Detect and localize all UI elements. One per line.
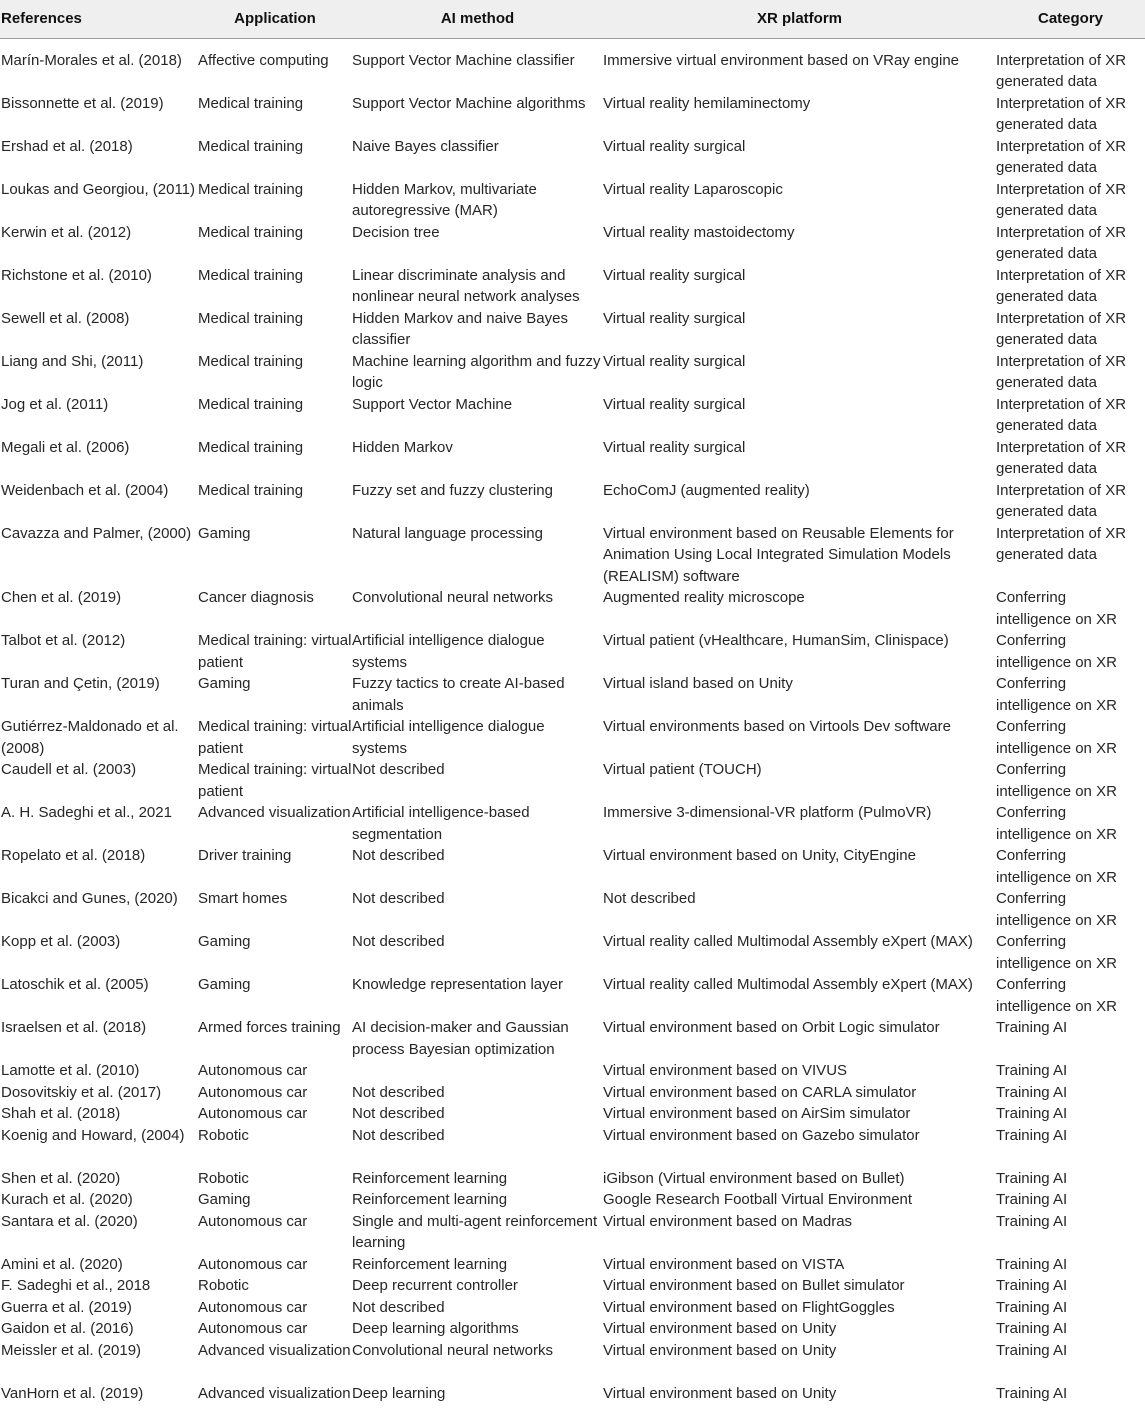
table-row bbox=[0, 974, 1145, 1017]
cell-reference: Israelsen et al. (2018) bbox=[1, 1019, 147, 1036]
cell-ai-method: Artificial intelligence-based segmentation bbox=[352, 804, 530, 843]
header-row bbox=[0, 0, 1145, 38]
cell-application: Autonomous car bbox=[198, 1212, 308, 1230]
table-row bbox=[0, 437, 1145, 480]
table-row bbox=[0, 673, 1145, 716]
cell-reference: Ropelato et al. (2018) bbox=[1, 847, 146, 864]
cell-application: Medical training bbox=[198, 137, 304, 155]
cell-application: Gaming bbox=[198, 524, 251, 542]
cell-category: Interpretation of XR generated data bbox=[996, 309, 1127, 348]
cell-category: Interpretation of XR generated data bbox=[996, 438, 1127, 477]
cell-ai-method: Decision tree bbox=[352, 223, 440, 241]
cell-ai-method: Fuzzy tactics to create AI-based animals bbox=[352, 675, 565, 714]
cell-xr-platform: Virtual environment based on Unity bbox=[603, 1320, 837, 1337]
table-row bbox=[0, 1060, 1145, 1082]
cell-reference: Santara et al. (2020) bbox=[1, 1212, 138, 1230]
cell-application: Driver training bbox=[198, 847, 292, 864]
cell-category: Conferring intelligence on XR bbox=[996, 675, 1117, 714]
cell-application: Autonomous car bbox=[198, 1062, 308, 1079]
cell-category: Interpretation of XR generated data bbox=[996, 94, 1127, 133]
cell-ai-method: Not described bbox=[352, 1126, 445, 1144]
cell-application: Armed forces training bbox=[198, 1019, 341, 1036]
table-row bbox=[0, 1297, 1145, 1319]
table-row bbox=[0, 716, 1145, 759]
cell-reference: Bicakci and Gunes, (2020) bbox=[1, 890, 178, 907]
cell-xr-platform: Virtual reality surgical bbox=[603, 352, 746, 370]
cell-category: Conferring intelligence on XR bbox=[996, 761, 1117, 800]
cell-category: Conferring intelligence on XR bbox=[996, 847, 1117, 886]
table-row bbox=[0, 1168, 1145, 1190]
cell-category: Interpretation of XR generated data bbox=[996, 395, 1127, 434]
cell-application: Robotic bbox=[198, 1126, 249, 1144]
cell-xr-platform: Virtual environment based on Gazebo simulator bbox=[603, 1126, 920, 1144]
table-header bbox=[0, 0, 1145, 38]
table-row bbox=[0, 1383, 1145, 1426]
cell-reference: Liang and Shi, (2011) bbox=[1, 352, 144, 370]
cell-application: Gaming bbox=[198, 675, 251, 692]
table-body bbox=[0, 38, 1145, 1426]
cell-reference: Bissonnette et al. (2019) bbox=[1, 94, 164, 112]
cell-category: Training AI bbox=[996, 1019, 1068, 1036]
cell-ai-method: Not described bbox=[352, 1298, 445, 1316]
cell-xr-platform: Virtual environment based on Unity bbox=[603, 1384, 837, 1402]
header-references: References bbox=[0, 0, 198, 38]
table-row bbox=[0, 351, 1145, 394]
cell-category: Interpretation of XR generated data bbox=[996, 180, 1127, 219]
table-row bbox=[0, 931, 1145, 974]
cell-ai-method: Convolutional neural networks bbox=[352, 1341, 553, 1359]
cell-ai-method: Deep learning algorithms bbox=[352, 1320, 519, 1337]
cell-reference: Richstone et al. (2010) bbox=[1, 266, 152, 284]
header-category: Category bbox=[996, 0, 1145, 38]
cell-category: Conferring intelligence on XR bbox=[996, 804, 1117, 843]
cell-reference: Amini et al. (2020) bbox=[1, 1255, 123, 1273]
cell-category: Conferring intelligence on XR bbox=[996, 632, 1117, 671]
cell-reference: Weidenbach et al. (2004) bbox=[1, 481, 169, 499]
table-row bbox=[0, 759, 1145, 802]
table-row bbox=[0, 523, 1145, 588]
table-row bbox=[0, 1082, 1145, 1104]
cell-ai-method: Not described bbox=[352, 933, 445, 950]
cell-application: Medical training: virtual patient bbox=[198, 632, 352, 671]
table-row bbox=[0, 265, 1145, 308]
cell-ai-method: Deep learning bbox=[352, 1384, 446, 1402]
cell-ai-method: Support Vector Machine classifier bbox=[352, 51, 575, 69]
table-row bbox=[0, 845, 1145, 888]
cell-application: Medical training: virtual patient bbox=[198, 718, 352, 757]
cell-reference: Shah et al. (2018) bbox=[1, 1105, 121, 1122]
table-row bbox=[0, 222, 1145, 265]
cell-application: Gaming bbox=[198, 933, 251, 950]
cell-reference: Kopp et al. (2003) bbox=[1, 933, 121, 950]
table-row bbox=[0, 1125, 1145, 1168]
cell-application: Autonomous car bbox=[198, 1255, 308, 1273]
table-row bbox=[0, 587, 1145, 630]
cell-reference: Ershad et al. (2018) bbox=[1, 137, 133, 155]
cell-category: Training AI bbox=[996, 1083, 1068, 1101]
cell-category: Conferring intelligence on XR bbox=[996, 589, 1117, 628]
cell-ai-method: Fuzzy set and fuzzy clustering bbox=[352, 481, 553, 499]
cell-application: Smart homes bbox=[198, 890, 288, 907]
cell-category: Interpretation of XR generated data bbox=[996, 51, 1127, 90]
cell-reference: Caudell et al. (2003) bbox=[1, 761, 137, 778]
cell-reference: Gutiérrez-Maldonado et al. (2008) bbox=[1, 718, 179, 757]
cell-xr-platform: Virtual reality surgical bbox=[603, 309, 746, 327]
cell-reference: VanHorn et al. (2019) bbox=[1, 1384, 144, 1402]
table-row bbox=[0, 1211, 1145, 1254]
cell-xr-platform: Virtual reality Laparoscopic bbox=[603, 180, 783, 198]
cell-category: Training AI bbox=[996, 1255, 1068, 1273]
cell-reference: A. H. Sadeghi et al., 2021 bbox=[1, 804, 172, 821]
cell-xr-platform: Virtual reality called Multimodal Assembly eXpert (MAX) bbox=[603, 976, 973, 993]
cell-reference: Cavazza and Palmer, (2000) bbox=[1, 524, 192, 542]
cell-category: Training AI bbox=[996, 1191, 1068, 1208]
cell-application: Medical training bbox=[198, 438, 304, 456]
cell-ai-method: Machine learning algorithm and fuzzy logic bbox=[352, 352, 601, 391]
cell-xr-platform: Virtual reality called Multimodal Assembly eXpert (MAX) bbox=[603, 933, 973, 950]
cell-xr-platform: Virtual environment based on Madras bbox=[603, 1212, 853, 1230]
cell-ai-method: Support Vector Machine algorithms bbox=[352, 94, 586, 112]
cell-xr-platform: Virtual environments based on Virtools Dev software bbox=[603, 718, 951, 735]
cell-category: Interpretation of XR generated data bbox=[996, 137, 1127, 176]
cell-xr-platform: Immersive 3-dimensional-VR platform (PulmoVR) bbox=[603, 804, 932, 821]
cell-xr-platform: Virtual reality surgical bbox=[603, 137, 746, 155]
cell-xr-platform: Virtual patient (vHealthcare, HumanSim, Clinispace) bbox=[603, 632, 949, 649]
cell-ai-method: Naive Bayes classifier bbox=[352, 137, 499, 155]
cell-ai-method: Hidden Markov and naive Bayes classifier bbox=[352, 309, 568, 348]
cell-xr-platform: Virtual island based on Unity bbox=[603, 675, 793, 692]
header-xr-platform: XR platform bbox=[603, 0, 996, 38]
cell-application: Gaming bbox=[198, 1191, 251, 1208]
cell-xr-platform: Augmented reality microscope bbox=[603, 589, 805, 606]
cell-category: Interpretation of XR generated data bbox=[996, 481, 1127, 520]
cell-reference: Dosovitskiy et al. (2017) bbox=[1, 1083, 162, 1101]
cell-ai-method: Natural language processing bbox=[352, 524, 543, 542]
cell-category: Training AI bbox=[996, 1169, 1068, 1187]
cell-category: Training AI bbox=[996, 1105, 1068, 1122]
cell-reference: Kerwin et al. (2012) bbox=[1, 223, 132, 241]
cell-category: Training AI bbox=[996, 1212, 1068, 1230]
header-ai-method: AI method bbox=[352, 0, 603, 38]
cell-application: Cancer diagnosis bbox=[198, 589, 314, 606]
cell-category: Interpretation of XR generated data bbox=[996, 266, 1127, 305]
cell-ai-method: Knowledge representation layer bbox=[352, 976, 563, 993]
cell-reference: Marín-Morales et al. (2018) bbox=[1, 51, 182, 69]
cell-application: Robotic bbox=[198, 1277, 249, 1294]
cell-xr-platform: Immersive virtual environment based on VRay engine bbox=[603, 51, 960, 69]
table-row bbox=[0, 802, 1145, 845]
cell-ai-method: Reinforcement learning bbox=[352, 1191, 508, 1208]
cell-application: Medical training bbox=[198, 481, 304, 499]
cell-ai-method: Convolutional neural networks bbox=[352, 589, 553, 606]
cell-category: Interpretation of XR generated data bbox=[996, 223, 1127, 262]
cell-category: Training AI bbox=[996, 1277, 1068, 1294]
cell-category: Interpretation of XR generated data bbox=[996, 352, 1127, 391]
cell-reference: Lamotte et al. (2010) bbox=[1, 1062, 140, 1079]
cell-reference: Kurach et al. (2020) bbox=[1, 1191, 133, 1208]
cell-category: Training AI bbox=[996, 1384, 1068, 1402]
cell-application: Advanced visualization bbox=[198, 1384, 351, 1402]
cell-category: Conferring intelligence on XR bbox=[996, 890, 1117, 929]
cell-ai-method: Not described bbox=[352, 890, 445, 907]
cell-reference: F. Sadeghi et al., 2018 bbox=[1, 1277, 151, 1294]
cell-xr-platform: iGibson (Virtual environment based on Bullet) bbox=[603, 1169, 905, 1187]
cell-xr-platform: Virtual reality hemilaminectomy bbox=[603, 94, 811, 112]
cell-xr-platform: Virtual environment based on Bullet simulator bbox=[603, 1277, 905, 1294]
cell-ai-method: Single and multi-agent reinforcement learning bbox=[352, 1212, 598, 1251]
cell-xr-platform: Virtual reality surgical bbox=[603, 266, 746, 284]
table-row bbox=[0, 1189, 1145, 1211]
cell-xr-platform: Virtual environment based on Unity, CityEngine bbox=[603, 847, 916, 864]
cell-xr-platform: Virtual environment based on VISTA bbox=[603, 1255, 845, 1273]
table-row bbox=[0, 93, 1145, 136]
cell-application: Medical training: virtual patient bbox=[198, 761, 352, 800]
table-row bbox=[0, 480, 1145, 523]
cell-xr-platform: Virtual environment based on Reusable Elements for Animation Using Local Integrated Simulation Models (REALISM) software bbox=[603, 524, 954, 585]
table-row bbox=[0, 179, 1145, 222]
cell-ai-method: Not described bbox=[352, 761, 445, 778]
cell-xr-platform: Virtual environment based on FlightGoggles bbox=[603, 1298, 895, 1316]
cell-application: Medical training bbox=[198, 94, 304, 112]
cell-xr-platform: Virtual environment based on VIVUS bbox=[603, 1062, 848, 1079]
cell-reference: Megali et al. (2006) bbox=[1, 438, 130, 456]
cell-application: Autonomous car bbox=[198, 1105, 308, 1122]
cell-xr-platform: Virtual environment based on Orbit Logic simulator bbox=[603, 1019, 940, 1036]
table-row bbox=[0, 394, 1145, 437]
table-row bbox=[0, 136, 1145, 179]
cell-ai-method: Hidden Markov bbox=[352, 438, 453, 456]
cell-application: Medical training bbox=[198, 309, 304, 327]
cell-ai-method: Artificial intelligence dialogue systems bbox=[352, 632, 545, 671]
cell-ai-method: Hidden Markov, multivariate autoregressive (MAR) bbox=[352, 180, 537, 219]
cell-application: Autonomous car bbox=[198, 1320, 308, 1337]
table-row bbox=[0, 888, 1145, 931]
cell-reference: Talbot et al. (2012) bbox=[1, 632, 126, 649]
cell-reference: Jog et al. (2011) bbox=[1, 395, 109, 413]
cell-xr-platform: Virtual reality mastoidectomy bbox=[603, 223, 795, 241]
table-row bbox=[0, 1103, 1145, 1125]
table-row bbox=[0, 1318, 1145, 1340]
header-application: Application bbox=[198, 0, 352, 38]
cell-reference: Gaidon et al. (2016) bbox=[1, 1320, 134, 1337]
cell-category: Interpretation of XR generated data bbox=[996, 524, 1127, 563]
cell-ai-method: Not described bbox=[352, 847, 445, 864]
cell-xr-platform: Virtual reality surgical bbox=[603, 438, 746, 456]
cell-xr-platform: Virtual environment based on CARLA simulator bbox=[603, 1083, 917, 1101]
table-row bbox=[0, 308, 1145, 351]
cell-reference: Loukas and Georgiou, (2011) bbox=[1, 180, 196, 198]
cell-application: Advanced visualization bbox=[198, 1341, 351, 1359]
cell-category: Conferring intelligence on XR bbox=[996, 718, 1117, 757]
cell-category: Training AI bbox=[996, 1298, 1068, 1316]
cell-ai-method: AI decision-maker and Gaussian process Bayesian optimization bbox=[352, 1019, 569, 1058]
cell-category: Training AI bbox=[996, 1320, 1068, 1337]
cell-application: Autonomous car bbox=[198, 1298, 308, 1316]
cell-reference: Shen et al. (2020) bbox=[1, 1169, 121, 1187]
cell-application: Advanced visualization bbox=[198, 804, 351, 821]
cell-xr-platform: Virtual patient (TOUCH) bbox=[603, 761, 762, 778]
cell-category: Training AI bbox=[996, 1341, 1068, 1359]
table-row bbox=[0, 630, 1145, 673]
cell-application: Robotic bbox=[198, 1169, 249, 1187]
table-row bbox=[0, 38, 1145, 93]
cell-xr-platform: Google Research Football Virtual Environment bbox=[603, 1191, 913, 1208]
cell-ai-method: Not described bbox=[352, 1105, 445, 1122]
cell-xr-platform: EchoComJ (augmented reality) bbox=[603, 481, 810, 499]
cell-reference: Guerra et al. (2019) bbox=[1, 1298, 132, 1316]
cell-xr-platform: Virtual reality surgical bbox=[603, 395, 746, 413]
cell-reference: Chen et al. (2019) bbox=[1, 589, 122, 606]
cell-application: Medical training bbox=[198, 180, 304, 198]
cell-ai-method: Reinforcement learning bbox=[352, 1255, 508, 1273]
cell-category: Training AI bbox=[996, 1062, 1068, 1079]
cell-xr-platform: Virtual environment based on AirSim simulator bbox=[603, 1105, 911, 1122]
cell-application: Medical training bbox=[198, 395, 304, 413]
cell-ai-method: Linear discriminate analysis and nonlinear neural network analyses bbox=[352, 266, 580, 305]
cell-application: Autonomous car bbox=[198, 1083, 308, 1101]
cell-application: Medical training bbox=[198, 352, 304, 370]
cell-ai-method: Artificial intelligence dialogue systems bbox=[352, 718, 545, 757]
table-row bbox=[0, 1017, 1145, 1060]
cell-ai-method: Reinforcement learning bbox=[352, 1169, 508, 1187]
cell-xr-platform: Not described bbox=[603, 890, 696, 907]
cell-reference: Meissler et al. (2019) bbox=[1, 1341, 142, 1359]
cell-reference: Sewell et al. (2008) bbox=[1, 309, 130, 327]
cell-xr-platform: Virtual environment based on Unity bbox=[603, 1341, 837, 1359]
cell-reference: Turan and Çetin, (2019) bbox=[1, 675, 160, 692]
cell-reference: Koenig and Howard, (2004) bbox=[1, 1126, 185, 1144]
cell-ai-method: Support Vector Machine bbox=[352, 395, 513, 413]
cell-category: Conferring intelligence on XR bbox=[996, 976, 1117, 1015]
cell-application: Gaming bbox=[198, 976, 251, 993]
table-row bbox=[0, 1254, 1145, 1276]
cell-ai-method bbox=[352, 1060, 603, 1082]
cell-application: Medical training bbox=[198, 266, 304, 284]
cell-application: Medical training bbox=[198, 223, 304, 241]
cell-ai-method: Not described bbox=[352, 1083, 445, 1101]
table-row bbox=[0, 1340, 1145, 1383]
table-row bbox=[0, 1275, 1145, 1297]
cell-application: Affective computing bbox=[198, 51, 329, 69]
cell-reference: Latoschik et al. (2005) bbox=[1, 976, 149, 993]
cell-category: Training AI bbox=[996, 1126, 1068, 1144]
cell-ai-method: Deep recurrent controller bbox=[352, 1277, 518, 1294]
cell-category: Conferring intelligence on XR bbox=[996, 933, 1117, 972]
